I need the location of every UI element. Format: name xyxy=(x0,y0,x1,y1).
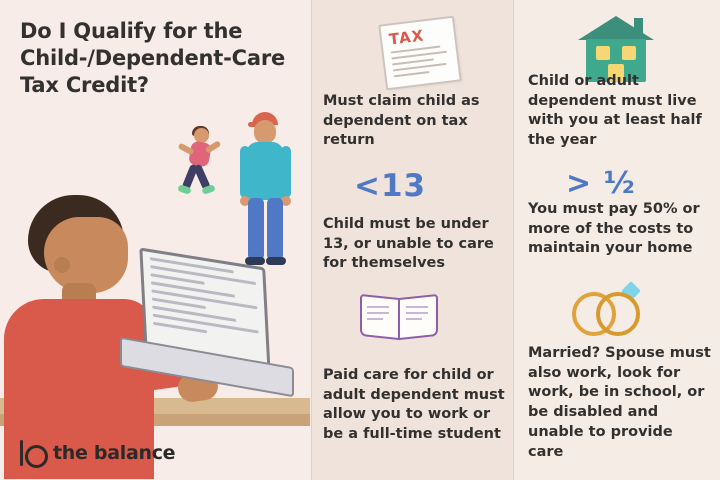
brand-logo xyxy=(18,440,175,466)
page-title: Do I Qualify for the Child-/Dependent-Care Tax Credit? xyxy=(20,19,286,97)
point-text: Child or adult dependent must live with you at least half the year xyxy=(528,73,702,149)
brand-name: the balance xyxy=(53,442,176,464)
less-than-13-icon: <13 xyxy=(354,168,427,204)
point-claim-child-dependent xyxy=(323,92,501,151)
book-line xyxy=(406,306,428,308)
laptop-icon xyxy=(120,258,295,398)
book-line xyxy=(406,312,428,314)
greater-than-half-icon: > ½ xyxy=(566,166,636,201)
left-panel xyxy=(0,0,310,480)
person-ear xyxy=(54,257,70,273)
logo-bar xyxy=(20,440,23,466)
book-page-left xyxy=(360,294,400,340)
book-page-right xyxy=(398,294,438,340)
point-text: You must pay 50% or more of the costs to maintain your home xyxy=(528,201,700,257)
house-window xyxy=(596,46,610,60)
tax-form-icon xyxy=(378,16,461,91)
open-book-icon xyxy=(360,296,436,340)
book-line xyxy=(367,312,389,314)
point-child-under-13 xyxy=(323,215,503,274)
column-divider-left xyxy=(311,0,312,480)
man-leg-right xyxy=(267,198,283,260)
point-text: Married? Spouse must also work, look for work, be in school, or be disabled and unable to provide care xyxy=(528,345,711,460)
balance-logo-icon xyxy=(18,440,44,466)
wedding-rings-icon xyxy=(572,284,658,332)
point-text: Child must be under 13, or unable to care for themselves xyxy=(323,216,494,272)
logo-circle xyxy=(25,445,48,468)
tax-form-label: TAX xyxy=(388,26,426,49)
standing-man-illustration xyxy=(240,112,294,272)
book-line xyxy=(406,318,422,320)
book-line xyxy=(367,306,389,308)
point-text: Must claim child as dependent on tax return xyxy=(323,93,480,149)
tax-form-line xyxy=(394,71,430,77)
point-text: Paid care for child or adult dependent must allow you to work or be a full-time student xyxy=(323,367,505,443)
book-line xyxy=(367,318,383,320)
man-head xyxy=(254,120,276,144)
running-woman-illustration xyxy=(172,128,226,200)
house-roof xyxy=(578,16,654,40)
point-paid-care-work-school xyxy=(323,366,507,445)
ring-right xyxy=(596,292,640,336)
person-face xyxy=(44,217,128,293)
runner-arm-right xyxy=(205,140,222,154)
point-spouse-must-also-work xyxy=(528,344,712,462)
man-torso xyxy=(246,142,284,200)
point-pay-half-home-costs xyxy=(528,200,708,259)
man-leg-left xyxy=(248,198,264,260)
house-window xyxy=(622,46,636,60)
point-dependent-lives-with-you xyxy=(528,72,708,151)
